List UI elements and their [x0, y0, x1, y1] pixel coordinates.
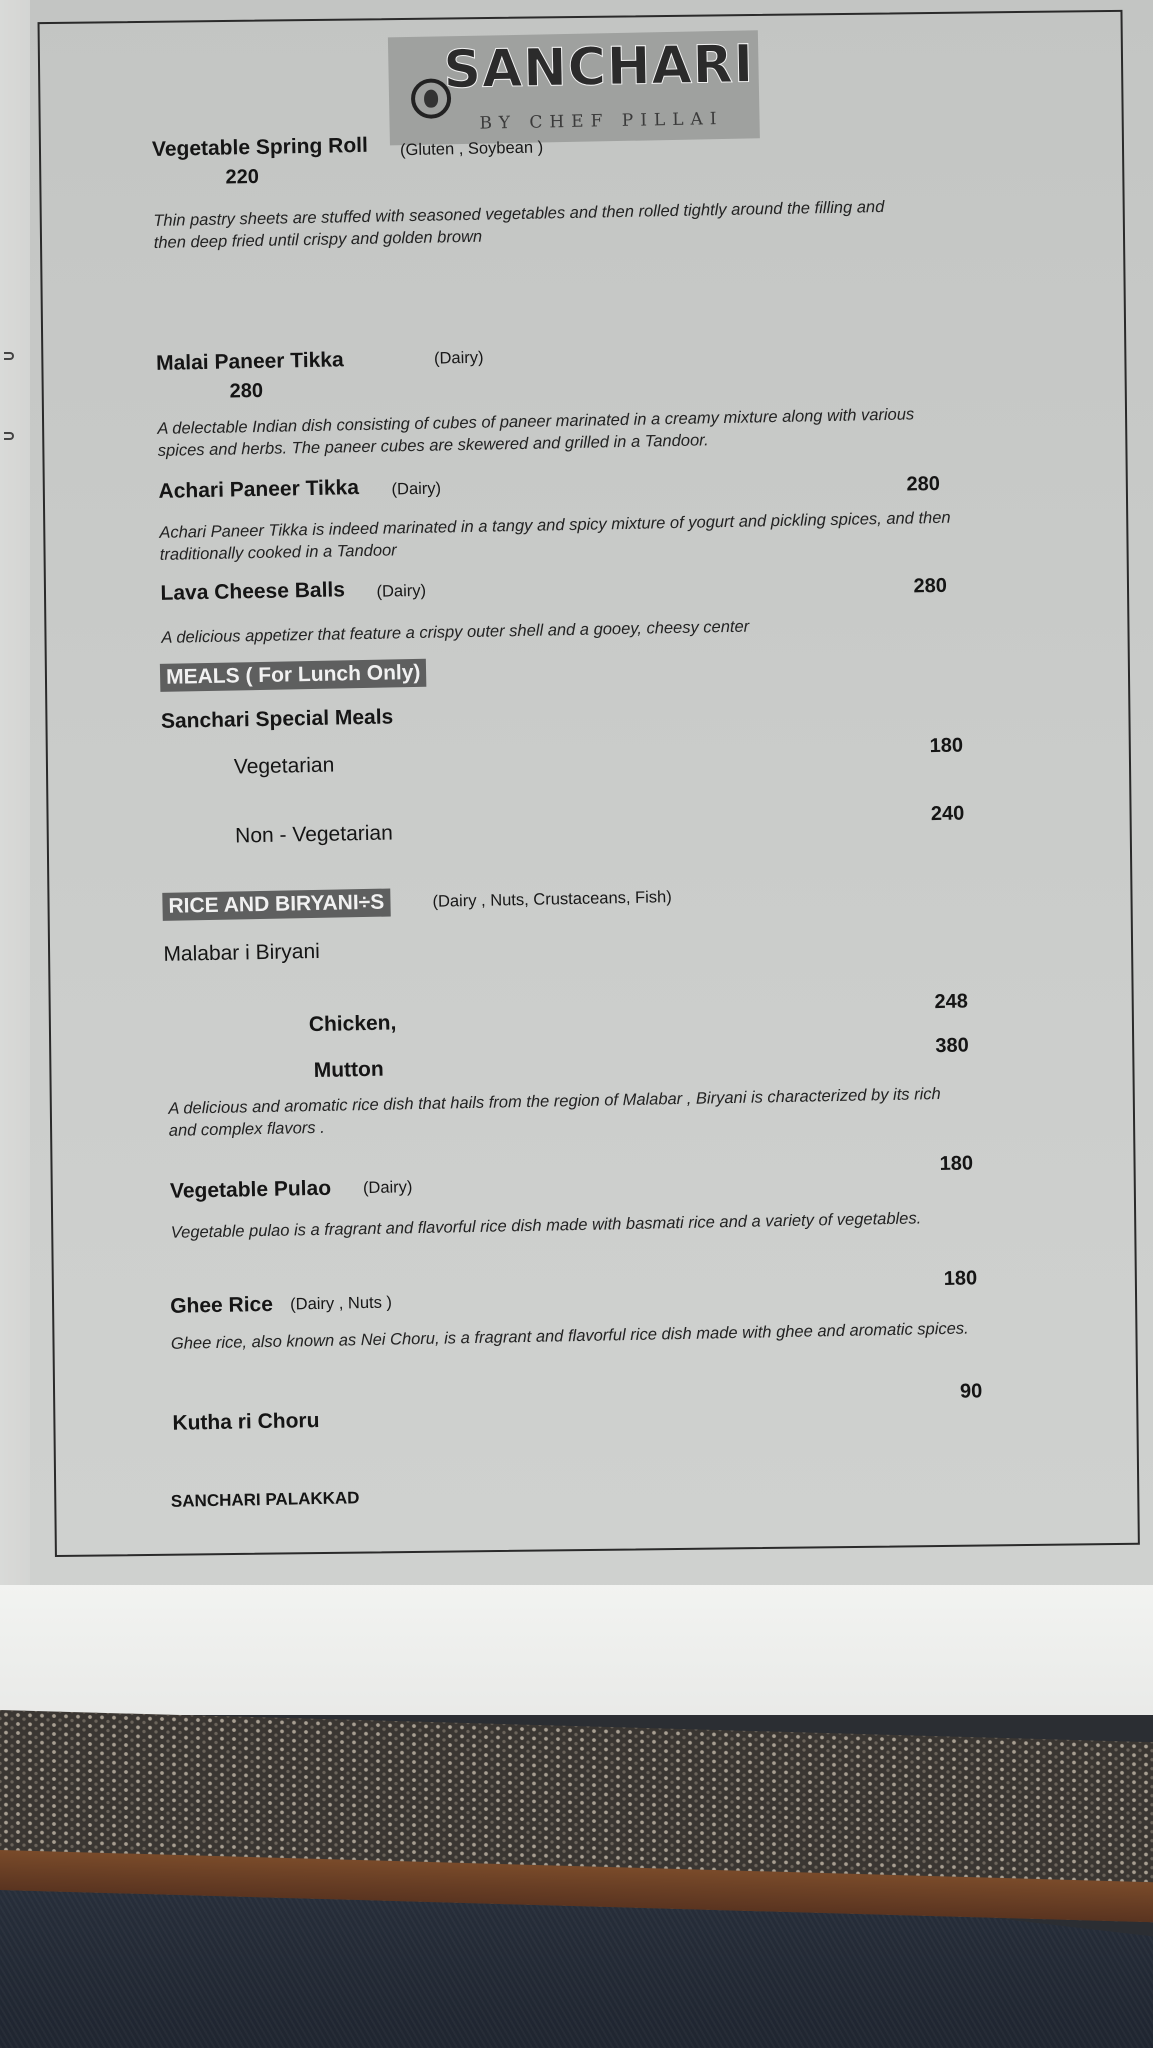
sanchari-logo [388, 30, 760, 145]
rice-section-heading: RICE AND BIRYANI÷S [162, 889, 390, 921]
malai-paneer-description: A delectable Indian dish consisting of cubes of paneer marinated in a creamy mixture along with various spices and herbs. The paneer cubes are skewered and grilled in a Tandoor. [157, 405, 915, 460]
mutton-biryani-label: Mutton [313, 1057, 384, 1083]
lava-cheese-price: 280 [913, 574, 948, 598]
rice-section-allergens: (Dairy , Nuts, Crustaceans, Fish) [432, 888, 672, 911]
chicken-biryani-price: 248 [934, 990, 969, 1014]
vegetable-pulao-price: 180 [939, 1152, 974, 1176]
nonveg-meal-label: Non - Vegetarian [234, 821, 393, 848]
ghee-rice-name: Ghee Rice [169, 1292, 274, 1318]
lava-cheese-description: A delicious appetizer that feature a crispy outer shell and a gooey, cheesy center [161, 617, 750, 647]
malabar-biryani-title: Malabar i Biryani [163, 939, 321, 966]
spring-roll-name: Vegetable Spring Roll [151, 133, 369, 161]
malai-paneer-price: 280 [229, 379, 264, 403]
mutton-biryani-price: 380 [935, 1034, 969, 1058]
nonveg-meal-price: 240 [930, 802, 965, 826]
malai-paneer-allergens: (Dairy) [433, 348, 484, 368]
malai-paneer-name: Malai Paneer Tikka [155, 348, 344, 375]
vegetable-pulao-name: Vegetable Pulao [169, 1176, 332, 1203]
logo-tagline: BY CHEF PILLAI [479, 108, 724, 134]
footer-location: SANCHARI PALAKKAD [170, 1488, 360, 1511]
achari-paneer-name: Achari Paneer Tikka [158, 476, 360, 503]
spring-roll-allergens: (Gluten , Soybean ) [399, 138, 544, 160]
chicken-biryani-label: Chicken, [308, 1011, 397, 1037]
achari-paneer-price: 280 [906, 472, 941, 496]
ghee-rice-price: 180 [943, 1267, 978, 1290]
vegetarian-meal-price: 180 [929, 734, 964, 758]
lava-cheese-name: Lava Cheese Balls [160, 578, 346, 605]
vegetarian-meal-label: Vegetarian [233, 753, 335, 779]
meals-section-heading: MEALS ( For Lunch Only) [160, 659, 427, 692]
kutharichoru-name: Kutha ri Choru [172, 1408, 320, 1435]
sheet-bottom-margin [0, 1585, 1153, 1715]
logo-wordmark: SANCHARI [442, 34, 755, 101]
spring-roll-price: 220 [225, 165, 260, 189]
vegetable-pulao-allergens: (Dairy) [362, 1178, 413, 1198]
spring-roll-description: Thin pastry sheets are stuffed with seasoned vegetables and then rolled tightly around the filling and then deep fried until crispy and golden brown [153, 197, 885, 252]
biryani-description: A delicious and aromatic rice dish that hails from the region of Malabar , Biryani is characterized by its rich and complex flavors . [168, 1084, 941, 1140]
special-meals-title: Sanchari Special Meals [160, 705, 394, 733]
achari-paneer-allergens: (Dairy) [391, 479, 442, 499]
kutharichoru-price: 90 [959, 1380, 983, 1403]
vegetable-pulao-description: Vegetable pulao is a fragrant and flavorful rice dish made with basmati rice and a variety of vegetables. [170, 1209, 922, 1242]
achari-paneer-description: Achari Paneer Tikka is indeed marinated in a tangy and spicy mixture of yogurt and pickling spices, and then traditionally cooked in a Tandoor [159, 508, 951, 564]
lava-cheese-allergens: (Dairy) [376, 581, 427, 601]
ghee-rice-description: Ghee rice, also known as Nei Choru, is a fragrant and flavorful rice dish made with ghee and aromatic spices. [170, 1319, 969, 1353]
ghee-rice-allergens: (Dairy , Nuts ) [290, 1293, 393, 1314]
